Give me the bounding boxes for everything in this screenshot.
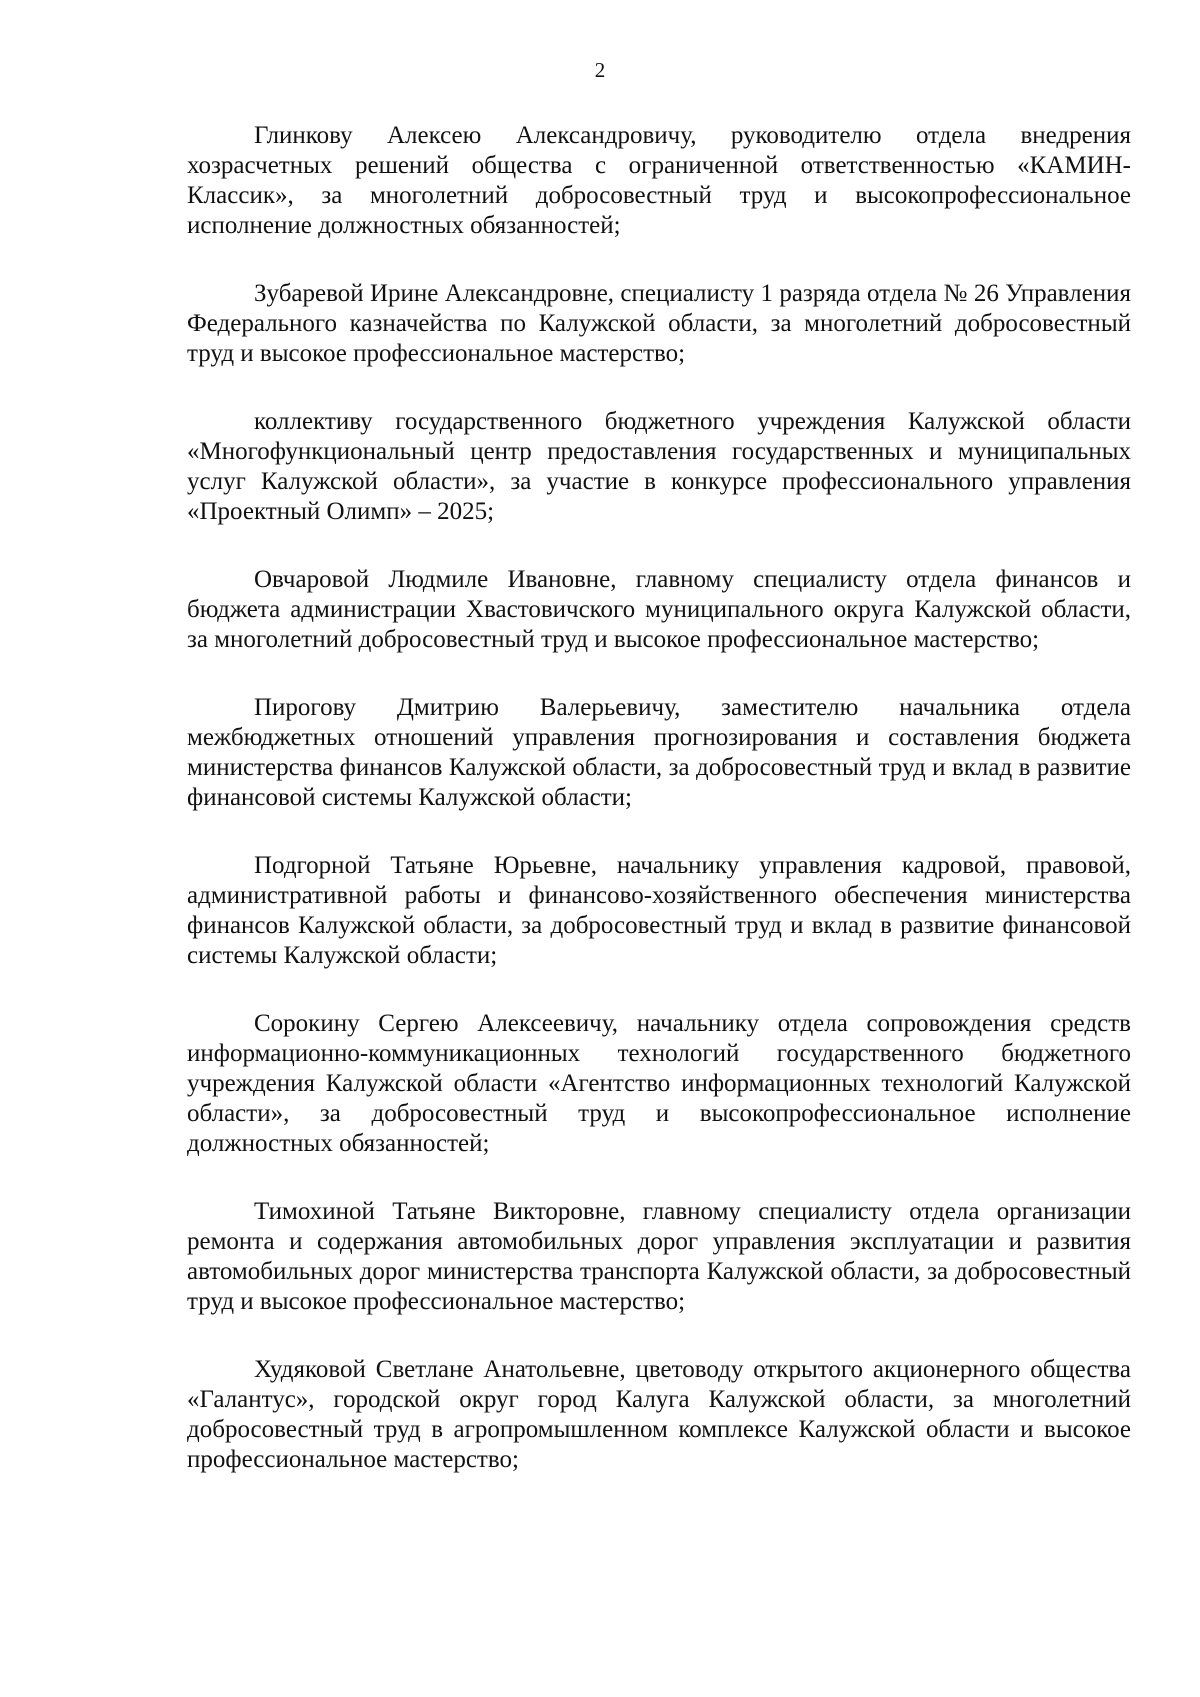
award-entry: Худяковой Светлане Анатольевне, цветоводу открытого акционерного общества «Галантус», городской округ город Калуга Калужской области, за многолетний добросовестный труд в агропромышленном комплексе Калужской области и высокое профессиональное мастерство; xyxy=(187,1356,1131,1473)
award-entry: Глинкову Алексею Александровичу, руководителю отдела внедрения хозрасчетных решений общества с ограниченной ответственностью «КАМИН-Классик», за многолетний добросовестный труд и высокопрофессиональное исполнение должностных обязанностей; xyxy=(187,122,1131,239)
award-entry: Тимохиной Татьяне Викторовне, главному специалисту отдела организации ремонта и содержания автомобильных дорог управления эксплуатации и развития автомобильных дорог министерства транспорта Калужской области, за добросовестный труд и высокое профессиональное мастерство; xyxy=(187,1198,1131,1315)
award-entry: Зубаревой Ирине Александровне, специалисту 1 разряда отдела № 26 Управления Федерального казначейства по Калужской области, за многолетний добросовестный труд и высокое профессиональное мастерство; xyxy=(187,280,1131,367)
award-entry: коллективу государственного бюджетного учреждения Калужской области «Многофункциональный центр предоставления государственных и муниципальных услуг Калужской области», за участие в конкурсе профессионального управления «Проектный Олимп» – 2025; xyxy=(187,408,1131,525)
award-entry: Сорокину Сергею Алексеевичу, начальнику отдела сопровождения средств информационно-коммуникационных технологий государственного бюджетного учреждения Калужской области «Агентство информационных технологий Калужской области», за добросовестный труд и высокопрофессиональное исполнение должностных обязанностей; xyxy=(187,1010,1131,1157)
page-number: 2 xyxy=(594,58,606,82)
award-entry: Овчаровой Людмиле Ивановне, главному специалисту отдела финансов и бюджета администрации Хвастовичского муниципального округа Калужской области, за многолетний добросовестный труд и высокое профессиональное мастерство; xyxy=(187,566,1131,653)
award-entry: Подгорной Татьяне Юрьевне, начальнику управления кадровой, правовой, административной работы и финансово-хозяйственного обеспечения министерства финансов Калужской области, за добросовестный труд и вклад в развитие финансовой системы Калужской области; xyxy=(187,852,1131,969)
document-body xyxy=(187,121,1131,1513)
award-entry: Пирогову Дмитрию Валерьевичу, заместителю начальника отдела межбюджетных отношений управления прогнозирования и составления бюджета министерства финансов Калужской области, за добросовестный труд и вклад в развитие финансовой системы Калужской области; xyxy=(187,694,1131,811)
